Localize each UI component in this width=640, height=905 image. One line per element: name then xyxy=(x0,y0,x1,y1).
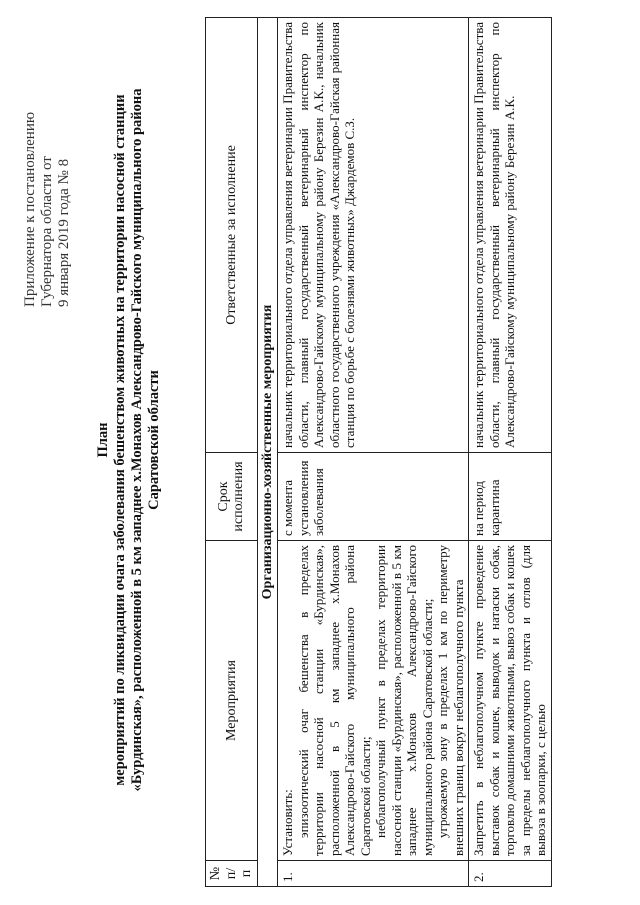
title-line-2: «Бурдинская», расположенной в 5 км западнее х.Монахов Александрово-Гайского муниципального района xyxy=(129,88,145,792)
table-header-row xyxy=(206,18,258,887)
header-term: Срок исполнения xyxy=(206,453,258,541)
appendix-note xyxy=(22,77,73,307)
table-row xyxy=(469,18,552,887)
row-responsible: начальник территориального отдела управления ветеринарии Правительства области, главный государственный ветеринарный инспектор по Александрово-Гайскому муниципальному району Березин А.К. xyxy=(469,18,552,453)
activity-lead: Установить: xyxy=(280,789,295,856)
header-num: № п/п xyxy=(206,861,258,887)
section-title: Организационно-хозяйственные мероприятия xyxy=(257,18,278,887)
row-responsible: начальник территориального отдела управления ветеринарии Правительства области, главный государственный ветеринарный инспектор по Александрово-Гайскому муниципальному району Березин А.К., начальник областного государственного учреждения «Александрово-Гайская районная станция по борьбе с болезнями животных» Джардемов С.З. xyxy=(278,18,469,453)
row-activity: Запретить в неблагополучном пункте проведение выставок собак и кошек, выводок и натаски собак, торговлю домашними животными, вывоз собак и кошек за пределы неблагополучного пункта и отлов (для вывоза в зоопарки, с целью xyxy=(469,541,552,861)
row-activity xyxy=(278,541,469,861)
activity-paragraph: неблагополучный пункт в пределах территории насосной станции «Бурдинская», расположенной в 5 км западнее х.Монахов Александрово-Гайского муниципального района Саратовской области; xyxy=(373,545,435,856)
row-term: на период карантина xyxy=(469,453,552,541)
activity-paragraph: угрожаемую зону в пределах 1 км по периметру внешних границ вокруг неблагополучного пункта xyxy=(435,545,466,856)
plan-table xyxy=(205,17,552,887)
header-activity: Мероприятия xyxy=(206,541,258,861)
row-number: 1. xyxy=(278,861,469,887)
title-line-3: Саратовской области xyxy=(146,370,162,510)
header-responsible: Ответственные за исполнение xyxy=(206,18,258,453)
appendix-line-1: Приложение к постановлению xyxy=(22,111,38,307)
appendix-line-2: Губернатора области от xyxy=(39,156,55,307)
document-title xyxy=(95,75,163,805)
row-number: 2. xyxy=(469,861,552,887)
row-term: с момента установления заболевания xyxy=(278,453,469,541)
appendix-line-3: 9 января 2019 года № 8 xyxy=(56,158,72,307)
table-row xyxy=(278,18,469,887)
section-row xyxy=(257,18,278,887)
title-word: План xyxy=(95,422,111,458)
title-line-1: мероприятий по ликвидации очага заболевания бешенством животных на территории насосной станции xyxy=(112,94,128,786)
activity-paragraph: эпизоотический очаг бешенства в пределах территории насосной станции «Бурдинская», расположенной в 5 км западнее х.Монахов Александрово-Гайского муниципального района Саратовской области; xyxy=(295,545,373,856)
